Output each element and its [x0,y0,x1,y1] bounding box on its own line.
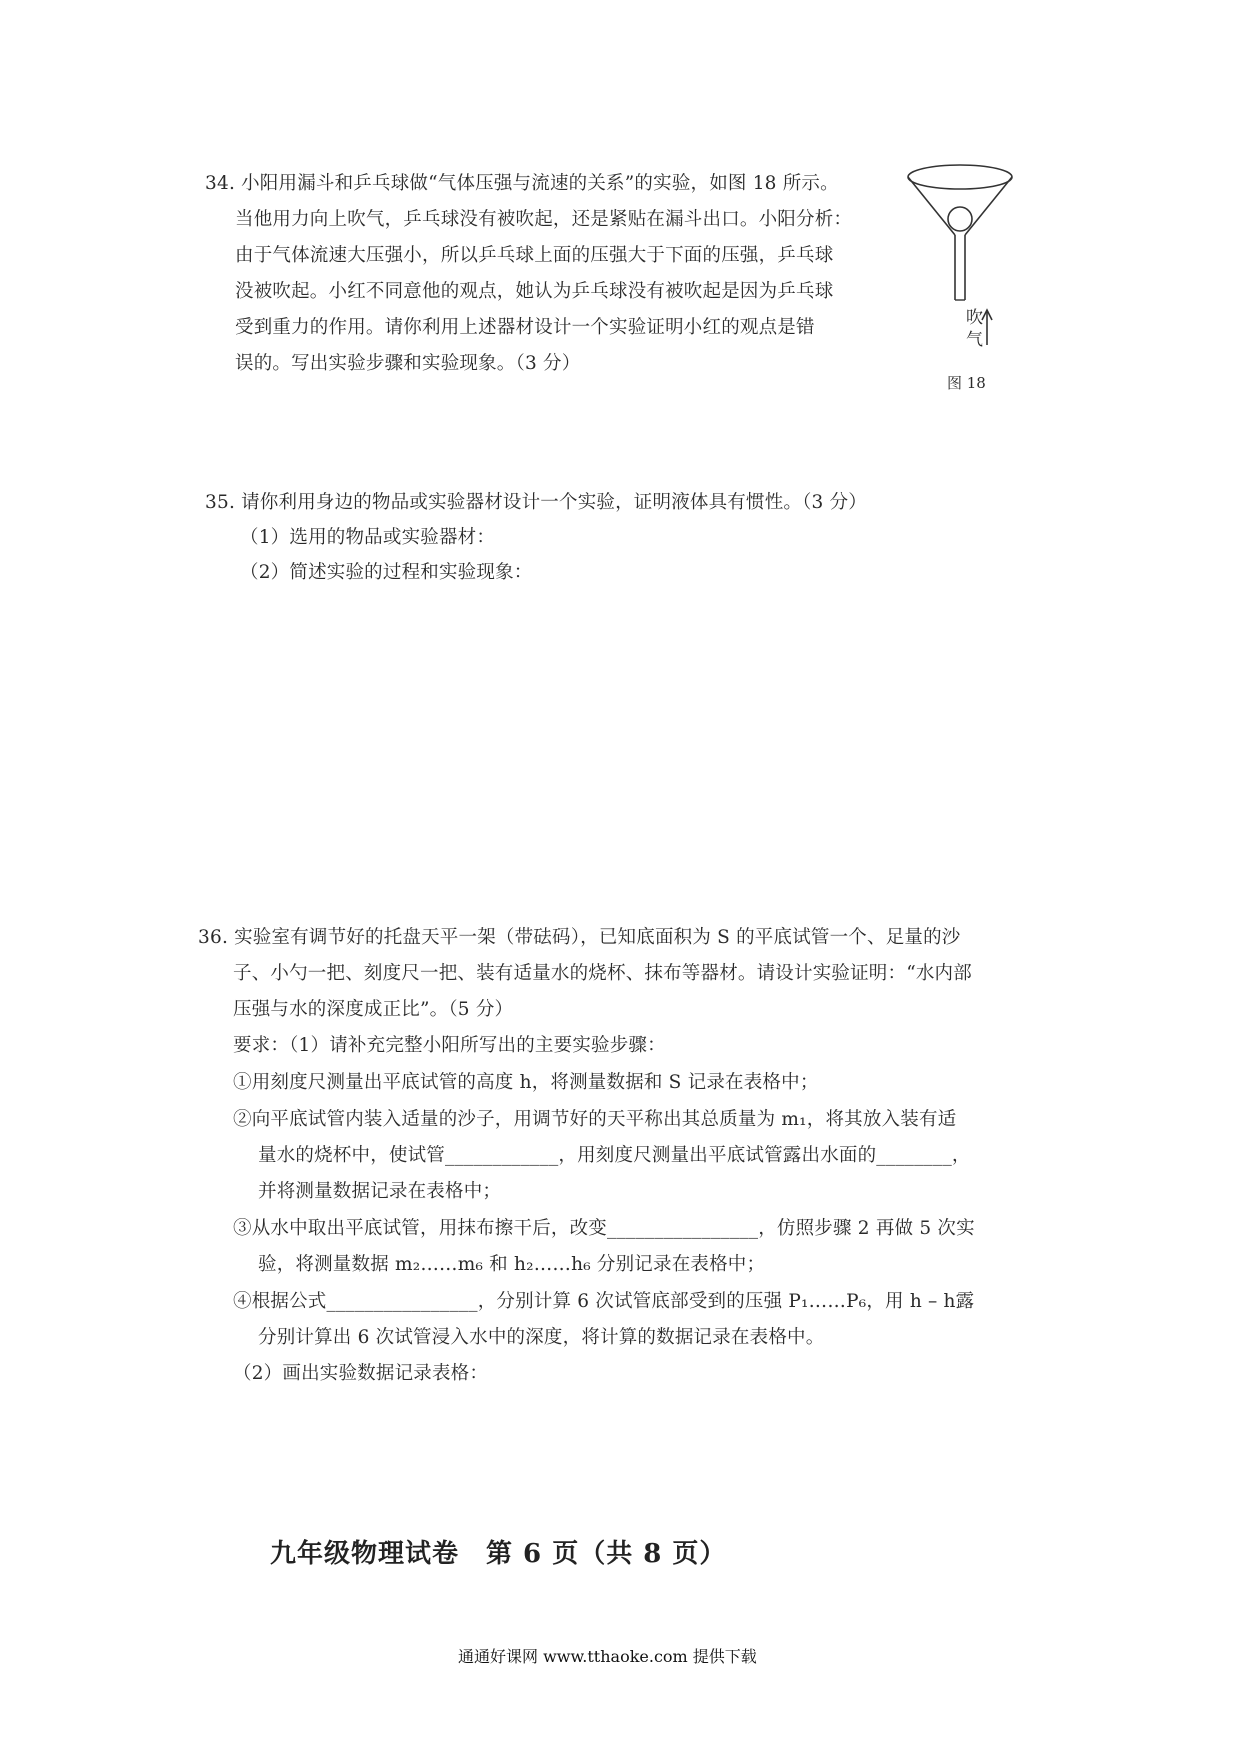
blow-label-2: 气 [966,330,984,350]
blow-label-1: 吹 [966,308,984,328]
q34-line-4: 没被吹起。小红不同意他的观点，她认为乒乓球没有被吹起是因为乒乓球 [235,281,834,302]
q36-step-4a: ④根据公式________________，分别计算 6 次试管底部受到的压强 P₁……P₆，用 h – h露 [233,1291,975,1312]
q36-step-2a: ②向平底试管内装入适量的沙子，用调节好的天平称出其总质量为 m₁，将其放入装有适 [233,1109,957,1130]
q35-line-2: （1）选用的物品或实验器材： [240,527,496,548]
q34-line-5: 受到重力的作用。请你利用上述器材设计一个实验证明小红的观点是错 [235,317,815,338]
q36-step-2c: 并将测量数据记录在表格中； [258,1181,502,1202]
q36-line-table: （2）画出实验数据记录表格： [233,1363,489,1384]
q36-line-4: 要求：（1）请补充完整小阳所写出的主要实验步骤： [233,1035,666,1056]
funnel-figure [905,160,1015,350]
q36-step-2b: 量水的烧杯中，使试管____________，用刻度尺测量出平底试管露出水面的________， [258,1145,971,1166]
q34-line-3: 由于气体流速大压强小，所以乒乓球上面的压强大于下面的压强，乒乓球 [235,245,834,266]
q36-line-3: 压强与水的深度成正比”。（5 分） [233,999,514,1020]
q35-line-1: 35. 请你利用身边的物品或实验器材设计一个实验，证明液体具有惯性。（3 分） [205,492,868,513]
q36-step-4b: 分别计算出 6 次试管浸入水中的深度，将计算的数据记录在表格中。 [258,1327,825,1348]
q34-line-6: 误的。写出实验步骤和实验现象。（3 分） [235,353,581,374]
q34-line-1: 34. 小阳用漏斗和乒乓球做“气体压强与流速的关系”的实验，如图 18 所示。 [205,173,839,194]
site-note: 通通好课网 www.tthaoke.com 提供下载 [458,1647,757,1666]
q35-line-3: （2）简述实验的过程和实验现象： [240,562,533,583]
q36-step-3b: 验，将测量数据 m₂……m₆ 和 h₂……h₆ 分别记录在表格中； [258,1254,766,1275]
q36-step-3a: ③从水中取出平底试管，用抹布擦干后，改变________________，仿照步骤 2 再做 5 次实 [233,1218,975,1239]
figure-18-caption: 图 18 [947,374,986,392]
q36-line-2: 子、小勺一把、刻度尺一把、装有适量水的烧杯、抹布等器材。请设计实验证明：“水内部 [233,963,972,984]
q36-step-1: ①用刻度尺测量出平底试管的高度 h，将测量数据和 S 记录在表格中； [233,1072,819,1093]
q36-line-1: 36. 实验室有调节好的托盘天平一架（带砝码），已知底面积为 S 的平底试管一个、足量的沙 [198,927,961,948]
q34-line-2: 当他用力向上吹气，乒乓球没有被吹起，还是紧贴在漏斗出口。小阳分析： [235,209,853,230]
page-footer: 九年级物理试卷 第 6 页（共 8 页） [270,1539,727,1569]
